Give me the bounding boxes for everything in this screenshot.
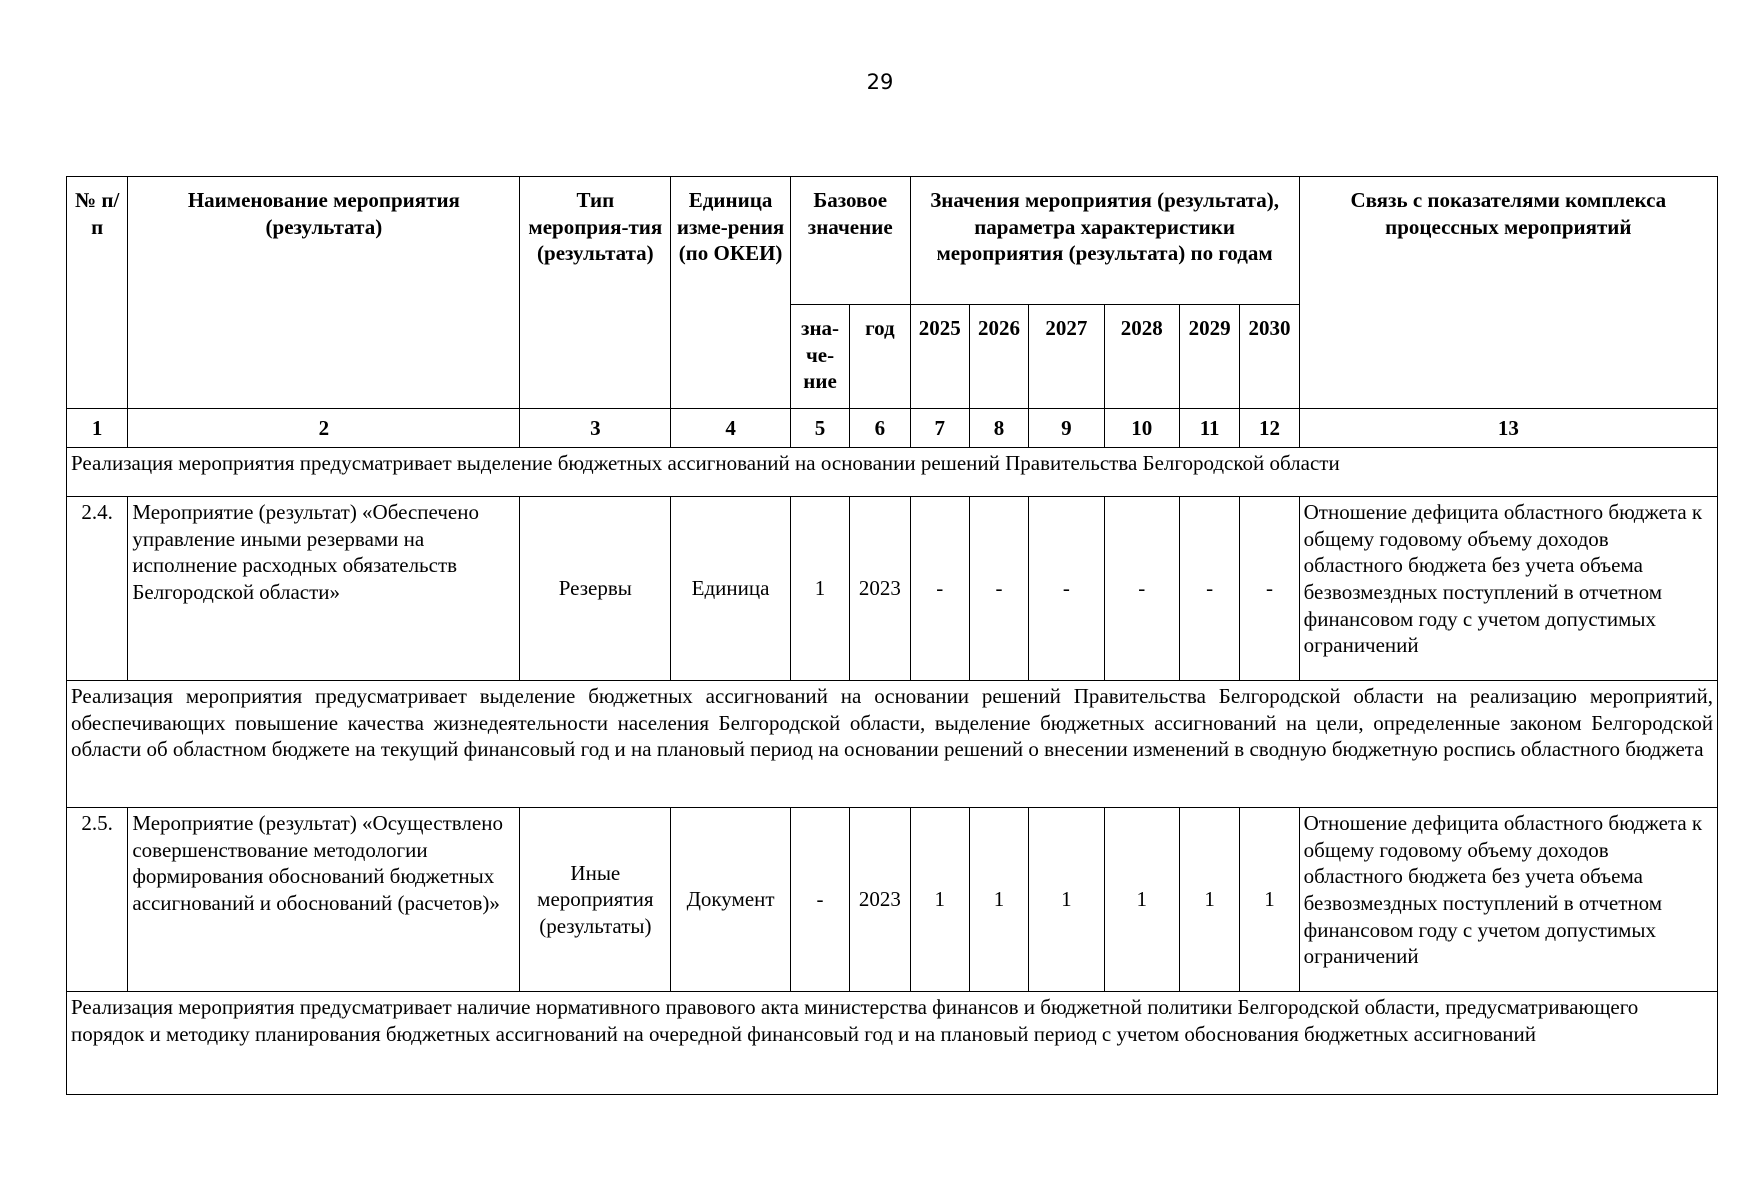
row-unit: Единица [671, 497, 791, 681]
header-values: Значения мероприятия (результата), параметра характеристики мероприятия (результата) по годам [910, 177, 1299, 305]
table-row [67, 808, 1718, 992]
header-base-year: год [850, 305, 910, 409]
row-link: Отношение дефицита областного бюджета к общему годовому объему доходов областного бюджета без учета объема безвозмездных поступлений в отчетном финансовом году с учетом допустимых ограничений [1299, 497, 1717, 681]
column-number: 8 [969, 409, 1028, 448]
header-year-2025: 2025 [910, 305, 969, 409]
note-row [67, 992, 1718, 1095]
header-num: № п/п [67, 177, 128, 409]
header-year-2027: 2027 [1029, 305, 1104, 409]
column-number: 5 [790, 409, 849, 448]
row-base-year: 2023 [850, 497, 910, 681]
column-number: 4 [671, 409, 791, 448]
measures-table [66, 176, 1718, 1095]
header-base: Базовое значение [790, 177, 910, 305]
column-number: 12 [1240, 409, 1299, 448]
row-value-2027: - [1029, 497, 1104, 681]
row-base-value: - [790, 808, 849, 992]
note-row [67, 681, 1718, 808]
row-value-2025: - [910, 497, 969, 681]
row-value-2029: - [1179, 497, 1239, 681]
column-number: 11 [1179, 409, 1239, 448]
page-number: 29 [866, 70, 894, 94]
row-name: Мероприятие (результат) «Обеспечено управление иными резервами на исполнение расходных обязательств Белгородской области» [128, 497, 520, 681]
header-name: Наименование мероприятия (результата) [128, 177, 520, 409]
row-value-2025: 1 [910, 808, 969, 992]
column-number: 2 [128, 409, 520, 448]
row-name: Мероприятие (результат) «Осуществлено совершенствование методологии формирования обоснований бюджетных ассигнований и обоснований (расчетов)» [128, 808, 520, 992]
column-number: 7 [910, 409, 969, 448]
row-num: 2.4. [67, 497, 128, 681]
column-number: 6 [850, 409, 910, 448]
header-base-value: зна-че-ние [790, 305, 849, 409]
header-link: Связь с показателями комплекса процессных мероприятий [1299, 177, 1717, 409]
column-number: 3 [520, 409, 671, 448]
note-text: Реализация мероприятия предусматривает выделение бюджетных ассигнований на основании решений Правительства Белгородской области на реализацию мероприятий, обеспечивающих повышение качества жизнедеятельности населения Белгородской области, выделение бюджетных ассигнований на цели, определенные законом Белгородской области об областном бюджете на текущий финансовый год и на плановый период на основании решений о внесении изменений в сводную бюджетную роспись областного бюджета [67, 681, 1718, 808]
row-value-2028: 1 [1104, 808, 1179, 992]
row-value-2028: - [1104, 497, 1179, 681]
note-row [67, 448, 1718, 497]
header-year-2029: 2029 [1179, 305, 1239, 409]
table-row [67, 497, 1718, 681]
note-text: Реализация мероприятия предусматривает наличие нормативного правового акта министерства финансов и бюджетной политики Белгородской области, предусматривающего порядок и методику планирования бюджетных ассигнований на очередной финансовый год и на плановый период с учетом обоснования бюджетных ассигнований [67, 992, 1718, 1095]
row-value-2026: 1 [969, 808, 1028, 992]
row-num: 2.5. [67, 808, 128, 992]
row-value-2029: 1 [1179, 808, 1239, 992]
header-type: Тип мероприя-тия (результата) [520, 177, 671, 409]
column-numbers-row [67, 409, 1718, 448]
column-number: 1 [67, 409, 128, 448]
row-value-2030: 1 [1240, 808, 1299, 992]
header-unit: Единица изме-рения (по ОКЕИ) [671, 177, 791, 409]
note-text: Реализация мероприятия предусматривает выделение бюджетных ассигнований на основании решений Правительства Белгородской области [67, 448, 1718, 497]
column-number: 13 [1299, 409, 1717, 448]
row-type: Иные мероприятия (результаты) [520, 808, 671, 992]
row-value-2027: 1 [1029, 808, 1104, 992]
row-unit: Документ [671, 808, 791, 992]
row-value-2030: - [1240, 497, 1299, 681]
row-base-year: 2023 [850, 808, 910, 992]
row-link: Отношение дефицита областного бюджета к общему годовому объему доходов областного бюджета без учета объема безвозмездных поступлений в отчетном финансовом году с учетом допустимых ограничений [1299, 808, 1717, 992]
row-base-value: 1 [790, 497, 849, 681]
header-year-2026: 2026 [969, 305, 1028, 409]
header-year-2028: 2028 [1104, 305, 1179, 409]
column-number: 10 [1104, 409, 1179, 448]
row-type: Резервы [520, 497, 671, 681]
row-value-2026: - [969, 497, 1028, 681]
column-number: 9 [1029, 409, 1104, 448]
header-row-1 [67, 177, 1718, 305]
header-year-2030: 2030 [1240, 305, 1299, 409]
